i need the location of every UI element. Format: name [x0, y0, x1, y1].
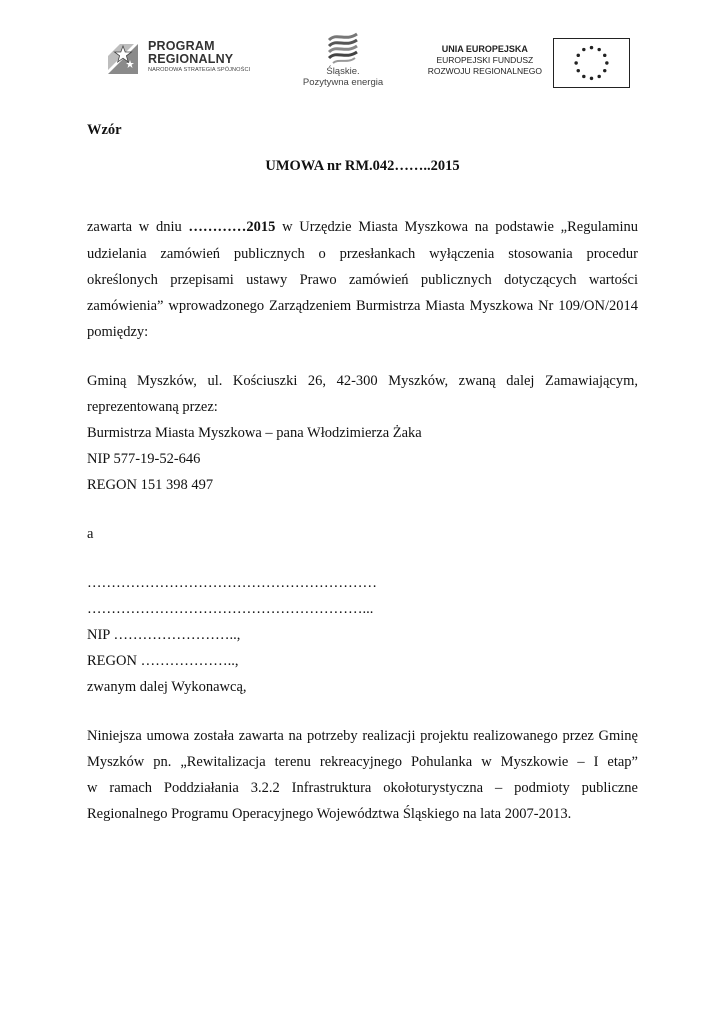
party1-regon: REGON 151 398 497	[87, 477, 214, 493]
party1-representative: Burmistrza Miasta Myszkowa – pana Włodzimierza Żaka	[87, 425, 422, 441]
template-label: Wzór	[87, 122, 122, 138]
purpose-line-2: Myszków pn. „Rewitalizacja terenu rekreacyjnego Pohulanka w Myszkowie – I etap”	[87, 754, 638, 770]
intro-line-4: zamówienia” wprowadzonego Zarządzeniem Burmistrza Miasta Myszkowa Nr 109/ON/2014	[87, 298, 638, 314]
purpose-line-3: w ramach Poddziałania 3.2.2 Infrastruktura okołoturystyczna – podmioty publiczne	[87, 780, 638, 796]
contract-title: UMOWA nr RM.042……..2015	[265, 158, 460, 174]
purpose-line-4: Regionalnego Programu Operacyjnego Województwa Śląskiego na lata 2007-2013.	[87, 806, 572, 822]
party2-nip: NIP ……………………..,	[87, 627, 241, 643]
intro-date-prefix: zawarta w dniu	[87, 219, 182, 235]
slaskie-logo-tagline: Pozytywna energia	[302, 77, 384, 88]
eu-logo-line3: ROZWOJU REGIONALNEGO	[427, 65, 542, 76]
party1-line-1: Gminą Myszków, ul. Kościuszki 26, 42-300 Myszków, zwaną dalej Zamawiającym,	[87, 373, 638, 389]
document-body	[87, 0, 638, 1024]
party2-role: zwanym dalej Wykonawcą,	[87, 679, 247, 695]
intro-line-2: udzielania zamówień publicznych o przesłankach wyłączenia stosowania procedur	[87, 246, 638, 262]
program-logo-line1: PROGRAM	[148, 39, 215, 53]
purpose-line-1: Niniejsza umowa została zawarta na potrzeby realizacji projektu realizowanego przez Gminę	[87, 728, 638, 744]
program-logo-line3: NARODOWA STRATEGIA SPÓJNOŚCI	[148, 67, 251, 73]
program-logo-line2: REGIONALNY	[148, 52, 234, 66]
intro-date-value: …………2015	[188, 219, 276, 235]
eu-logo-line1: UNIA EUROPEJSKA	[441, 44, 528, 54]
slaskie-logo-name: Śląskie.	[326, 66, 360, 77]
party2-regon: REGON ………………..,	[87, 653, 239, 669]
party1-line-2: reprezentowaną przez:	[87, 399, 218, 415]
party2-name-placeholder: ……………………………………………………	[87, 575, 377, 591]
intro-line-3: określonych przepisami ustawy Prawo zamówień publicznych dotyczących wartości	[87, 272, 638, 288]
conjunction: a	[87, 526, 94, 542]
intro-line-5: pomiędzy:	[87, 324, 149, 340]
intro-line-1-rest: w Urzędzie Miasta Myszkowa na podstawie „Regulaminu	[282, 219, 638, 235]
party2-address-placeholder: …………………………………………………...	[87, 601, 374, 617]
intro-line-1	[87, 219, 638, 236]
eu-logo-line2: EUROPEJSKI FUNDUSZ	[436, 55, 534, 65]
party1-nip: NIP 577-19-52-646	[87, 451, 201, 467]
